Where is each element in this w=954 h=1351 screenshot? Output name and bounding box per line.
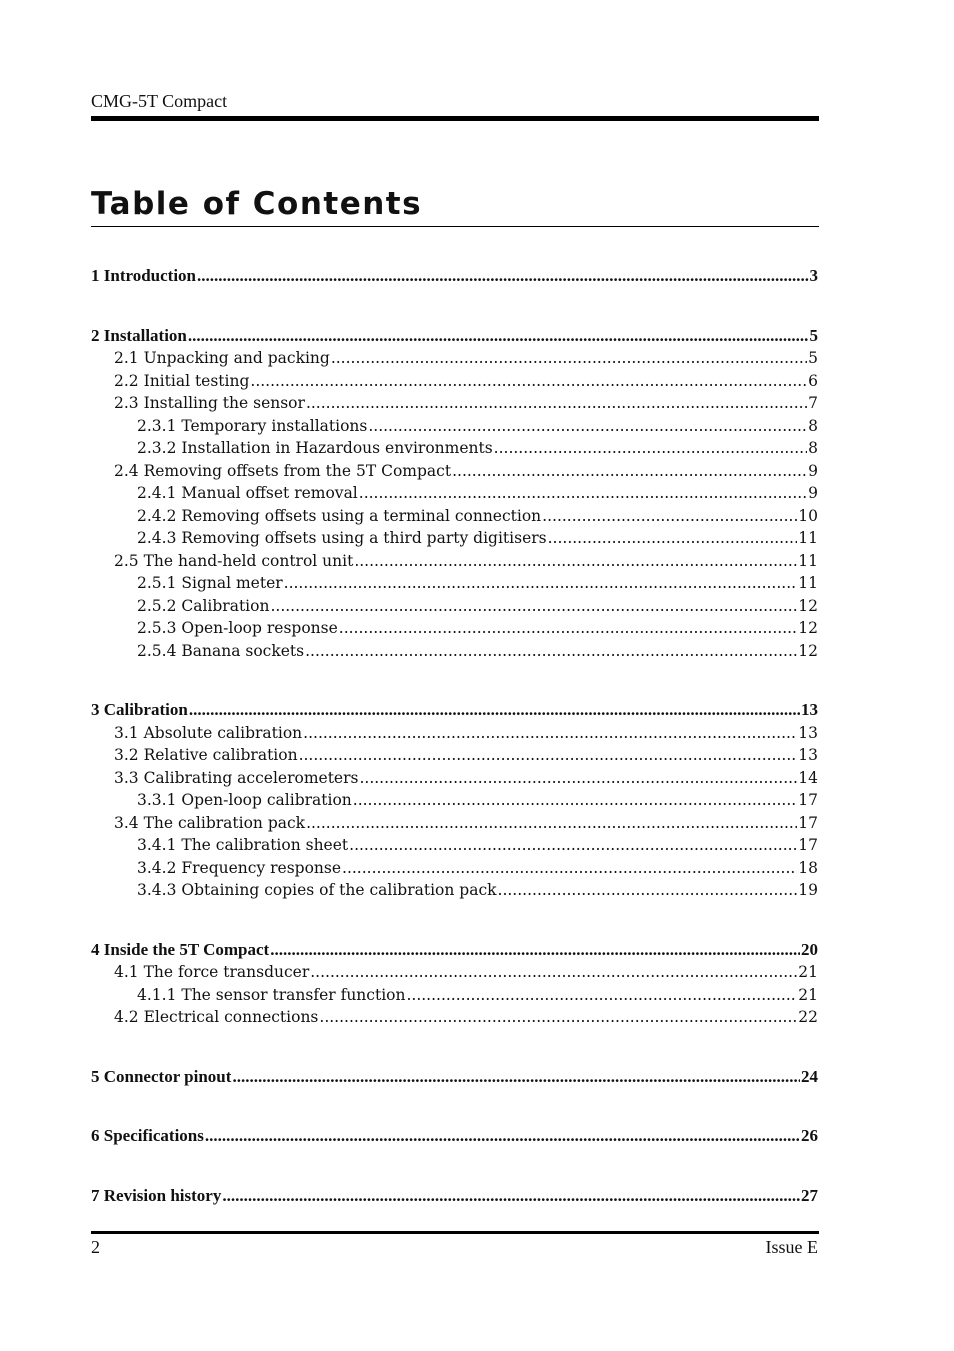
toc-entry[interactable] [91,938,818,960]
toc-entry[interactable] [91,391,818,413]
toc-leader-dots [305,641,797,661]
toc-leader-dots [232,1067,800,1087]
toc-entry[interactable] [91,639,818,661]
toc-leader-dots [306,813,797,833]
toc-leader-dots [197,266,808,286]
toc-entry[interactable] [91,878,818,900]
toc-entry-label: 2.5.1 Signal meter [137,574,283,592]
toc-entry[interactable] [91,549,818,571]
toc-entry-page: 13 [801,700,818,719]
toc-leader-dots [188,326,809,346]
toc-entry-label: 3 Calibration [91,700,188,719]
toc-entry[interactable] [91,504,818,526]
toc-entry-page: 14 [798,768,818,787]
toc-leader-dots [406,985,797,1005]
toc-leader-dots [303,723,797,743]
toc-entry-page: 17 [798,813,818,832]
toc-entry[interactable] [91,264,818,286]
toc-entry-label: 3.4.3 Obtaining copies of the calibration pack [137,881,497,899]
toc-entry-page: 5 [809,325,818,345]
footer-page-number: 2 [91,1237,100,1257]
toc-entry[interactable] [91,526,818,548]
toc-entry[interactable] [91,1124,818,1146]
toc-leader-dots [353,790,797,810]
toc-leader-dots [349,835,797,855]
toc-entry[interactable] [91,833,818,855]
toc-entry-page: 10 [798,506,818,525]
toc-entry-label: 2.4.2 Removing offsets using a terminal connection [137,506,542,525]
toc-entry-label: 3.2 Relative calibration [114,746,298,764]
toc-entry-page: 27 [801,1185,818,1205]
toc-leader-dots [548,528,798,548]
toc-entry-page: 8 [808,416,818,435]
toc-entry[interactable] [91,983,818,1005]
toc-leader-dots [354,551,797,571]
toc-entry-label: 4.2 Electrical connections [114,1008,319,1026]
toc-leader-dots [270,596,797,616]
toc-entry[interactable] [91,459,818,481]
toc-entry[interactable] [91,766,818,788]
toc-entry[interactable] [91,856,818,878]
toc-entry-page: 21 [798,963,818,981]
toc-entry-label: 3.4.1 The calibration sheet [137,836,349,854]
toc-leader-dots [310,962,797,982]
toc-entry-page: 7 [808,394,818,412]
toc-entry[interactable] [91,324,818,346]
toc-leader-dots [494,438,807,458]
toc-entry-label: 3.4.2 Frequency response [137,858,342,877]
footer-issue: Issue E [765,1237,818,1257]
toc-entry[interactable] [91,436,818,458]
toc-entry-label: 2.2 Initial testing [114,371,250,390]
toc-entry-label: 4.1 The force transducer [114,963,310,981]
toc-entry-label: 2 Installation [91,325,187,345]
toc-entry[interactable] [91,481,818,503]
toc-leader-dots [359,483,807,503]
toc-leader-dots [331,348,807,368]
toc-entry[interactable] [91,1005,818,1027]
toc-leader-dots [498,880,798,900]
toc-entry-label: 7 Revision history [91,1185,222,1205]
toc-entry-page: 5 [808,349,818,367]
toc-entry-label: 2.5.3 Open-loop response [137,619,338,637]
toc-entry-label: 1 Introduction [91,266,197,285]
page-title: Table of Contents [91,186,423,222]
toc-leader-dots [189,700,800,720]
toc-entry[interactable] [91,369,818,391]
toc-leader-dots [368,416,807,436]
toc-entry[interactable] [91,346,818,368]
running-header-title: CMG-5T Compact [91,91,228,111]
toc-entry-page: 26 [801,1126,818,1145]
toc-leader-dots [359,768,797,788]
toc-entry-page: 9 [808,461,818,480]
toc-entry[interactable] [91,571,818,593]
toc-entry-label: 6 Specifications [91,1126,204,1145]
toc-entry-label: 3.3 Calibrating accelerometers [114,768,359,787]
toc-entry-page: 17 [798,836,818,854]
toc-entry-page: 13 [798,723,818,742]
toc-entry-label: 2.5.4 Banana sockets [137,641,305,660]
footer-rule [91,1231,819,1234]
toc-entry-page: 11 [798,574,818,592]
header-rule [91,116,819,121]
toc-entry-page: 6 [808,371,818,390]
toc-entry-page: 21 [798,985,818,1004]
toc-entry-page: 11 [798,529,818,547]
toc-entry-page: 17 [798,791,818,809]
toc-entry[interactable] [91,594,818,616]
toc-entry[interactable] [91,1065,818,1087]
toc-entry-page: 22 [798,1008,818,1026]
toc-leader-dots [299,745,798,765]
toc-entry-page: 19 [798,881,818,899]
toc-entry-label: 2.4 Removing offsets from the 5T Compact [114,461,452,480]
toc-entry-label: 3.3.1 Open-loop calibration [137,791,352,809]
toc-entry-label: 4.1.1 The sensor transfer function [137,985,406,1004]
toc-entry-page: 20 [801,939,818,959]
toc-entry-label: 2.5.2 Calibration [137,596,270,615]
toc-entry-page: 12 [798,641,818,660]
toc-entry-page: 8 [808,439,818,457]
toc-leader-dots [452,461,807,481]
toc-leader-dots [284,573,798,593]
toc-entry-label: 2.3.1 Temporary installations [137,416,368,435]
toc-entry[interactable] [91,788,818,810]
toc-entry[interactable] [91,743,818,765]
toc-leader-dots [306,393,807,413]
toc-entry-page: 11 [798,551,818,570]
toc-entry-page: 9 [808,484,818,502]
toc-entry-label: 5 Connector pinout [91,1066,232,1086]
toc-entry-label: 2.4.3 Removing offsets using a third party digitisers [137,529,547,547]
toc-entry[interactable] [91,721,818,743]
toc-leader-dots [205,1126,800,1146]
toc-leader-dots [319,1007,797,1027]
toc-entry-label: 2.3 Installing the sensor [114,394,305,412]
toc-entry-label: 2.5 The hand-held control unit [114,551,354,570]
toc-entry-label: 2.1 Unpacking and packing [114,349,330,367]
toc-entry-label: 4 Inside the 5T Compact [91,939,270,959]
toc-leader-dots [270,940,800,960]
toc-entry[interactable] [91,960,818,982]
toc-entry-label: 3.1 Absolute calibration [114,723,303,742]
toc-entry[interactable] [91,811,818,833]
toc-entry-page: 12 [798,619,818,637]
toc-entry[interactable] [91,1184,818,1206]
toc-entry-page: 24 [801,1066,818,1086]
toc-leader-dots [342,858,797,878]
toc-entry[interactable] [91,616,818,638]
toc-entry-label: 3.4 The calibration pack [114,813,306,832]
toc-entry[interactable] [91,414,818,436]
toc-leader-dots [250,371,807,391]
toc-entry-page: 12 [798,596,818,615]
title-rule [91,226,819,227]
toc-leader-dots [542,506,797,526]
toc-entry-label: 2.4.1 Manual offset removal [137,484,358,502]
toc-entry-page: 13 [798,746,818,764]
toc-leader-dots [339,618,798,638]
toc-leader-dots [222,1186,800,1206]
toc-entry-label: 2.3.2 Installation in Hazardous environments [137,439,493,457]
toc-entry[interactable] [91,698,818,720]
toc-entry-page: 18 [798,858,818,877]
toc-entry-page: 3 [809,266,818,285]
